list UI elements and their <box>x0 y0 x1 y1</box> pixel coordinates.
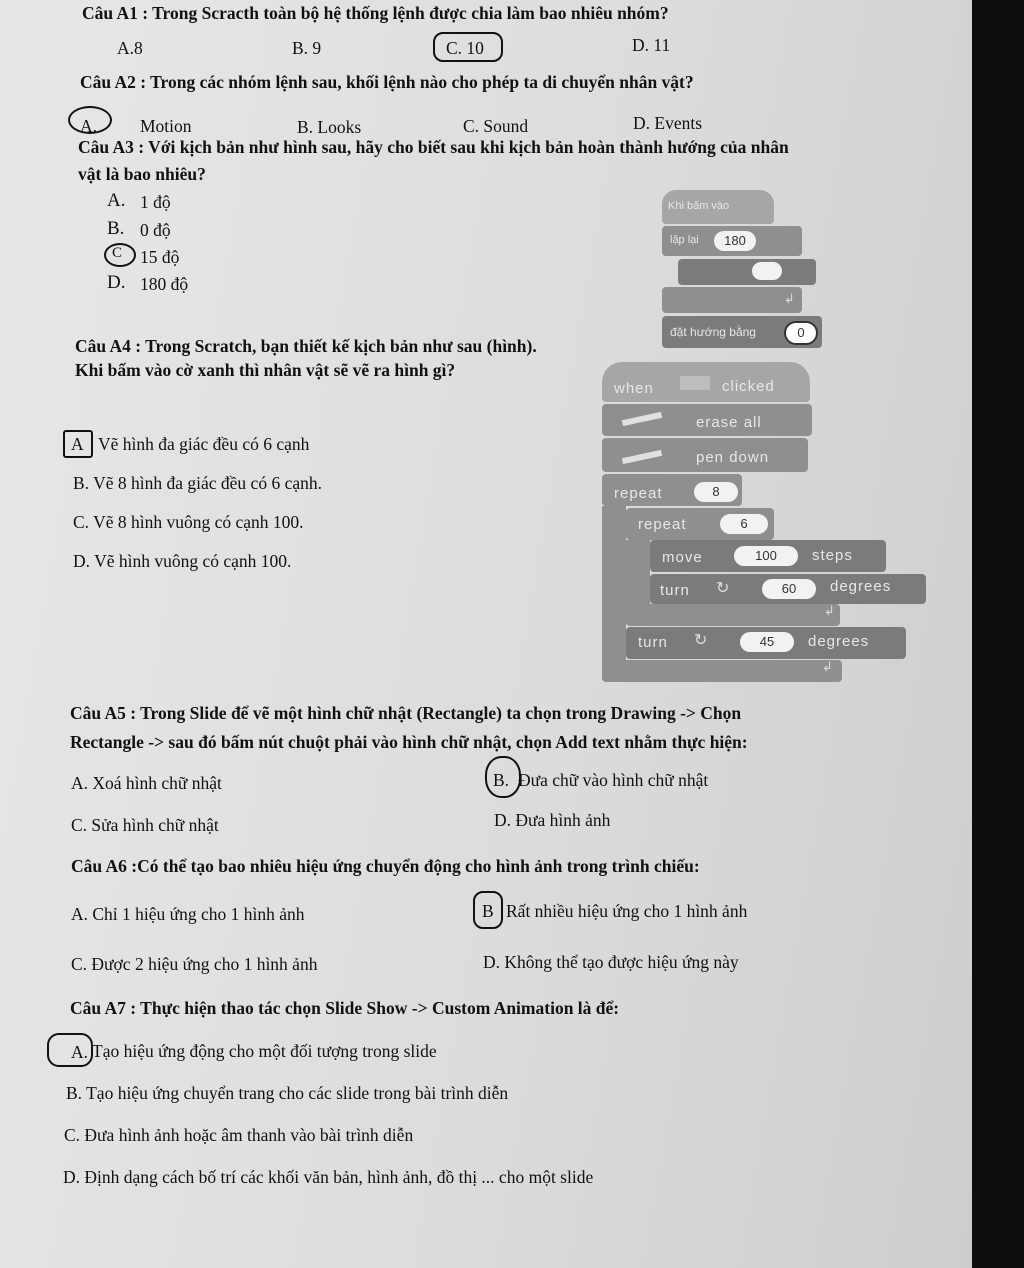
a4-inner-loop-arrow-icon: ↲ <box>824 604 835 619</box>
a1-option-a: A.8 <box>117 38 143 58</box>
a4-outer-loop-arrow-icon: ↲ <box>822 660 833 675</box>
answer-mark-a7 <box>47 1033 93 1067</box>
a3-set-direction-label: đặt hướng bằng <box>670 325 756 339</box>
a3-inner-block <box>678 259 816 285</box>
a4-option-d: D. Vẽ hình vuông có cạnh 100. <box>73 551 292 571</box>
question-a3-line1: Câu A3 : Với kịch bản như hình sau, hãy cho biết sau khi kịch bản hoàn thành hướng của nhân <box>78 137 789 157</box>
a3-repeat-end <box>662 287 802 313</box>
a3-hat-label: Khi bấm vào <box>668 200 730 212</box>
a4-repeat-inner-end <box>626 604 840 626</box>
a5-option-c: C. Sửa hình chữ nhật <box>71 815 219 835</box>
a3-inner-value <box>752 262 782 280</box>
question-a5-line1: Câu A5 : Trong Slide để vẽ một hình chữ nhật (Rectangle) ta chọn trong Drawing -> Chọn <box>70 703 742 723</box>
answer-mark-a3 <box>104 243 136 267</box>
question-a1: Câu A1 : Trong Scracth toàn bộ hệ thống lệnh được chia làm bao nhiêu nhóm? <box>82 3 669 23</box>
a7-option-d: D. Định dạng cách bố trí các khối văn bản, hình ảnh, đồ thị ... cho một slide <box>63 1167 594 1187</box>
a4-steps-label: steps <box>812 547 853 564</box>
a3-option-d: 180 độ <box>140 274 189 294</box>
a4-degrees1-label: degrees <box>830 578 892 595</box>
a3-repeat-label: lặp lại <box>670 234 699 246</box>
a3-option-a: 1 độ <box>140 192 171 212</box>
a4-pen-down-label: pen down <box>696 449 770 466</box>
a4-turn2-label: turn <box>638 634 668 651</box>
a6-option-d: D. Không thể tạo được hiệu ứng này <box>483 952 739 972</box>
a4-turn1-label: turn <box>660 582 690 599</box>
a4-repeat2-label: repeat <box>638 516 687 533</box>
a4-move-steps: 100 <box>734 546 798 566</box>
a4-clicked-label: clicked <box>722 378 775 395</box>
a5-option-b-letter: B. <box>493 770 510 790</box>
a3-option-b-letter: B. <box>107 218 125 239</box>
a4-option-c: C. Vẽ 8 hình vuông có cạnh 100. <box>73 512 304 532</box>
a3-loop-arrow-icon: ↲ <box>784 292 795 307</box>
question-a7: Câu A7 : Thực hiện thao tác chọn Slide Show -> Custom Animation là để: <box>70 998 620 1018</box>
a7-option-b: B. Tạo hiệu ứng chuyển trang cho các slide trong bài trình diễn <box>66 1083 509 1103</box>
answer-mark-a2 <box>68 106 112 134</box>
a5-option-a: A. Xoá hình chữ nhật <box>71 773 222 793</box>
a4-repeat1-label: repeat <box>614 485 663 502</box>
a3-option-b: 0 độ <box>140 220 171 240</box>
a5-option-d: D. Đưa hình ảnh <box>494 810 611 830</box>
a3-repeat-count: 180 <box>714 231 756 251</box>
answer-mark-a5 <box>485 756 521 798</box>
a4-option-a: Vẽ hình đa giác đều có 6 cạnh <box>98 434 310 454</box>
a6-option-b: Rất nhiều hiệu ứng cho 1 hình ảnh <box>506 901 748 921</box>
a4-turn1-arrow-icon: ↻ <box>716 578 730 597</box>
a4-option-b: B. Vẽ 8 hình đa giác đều có 6 cạnh. <box>73 473 322 493</box>
a4-move-label: move <box>662 549 703 566</box>
a3-option-d-letter: D. <box>107 272 126 293</box>
a4-degrees2-label: degrees <box>808 633 870 650</box>
answer-mark-a6 <box>473 891 503 929</box>
a3-option-a-letter: A. <box>107 190 126 211</box>
a1-option-d: D. 11 <box>632 35 671 55</box>
a4-repeat1-count: 8 <box>694 482 738 502</box>
a3-option-c-letter: C <box>112 245 123 261</box>
a3-option-c: 15 độ <box>140 247 180 267</box>
a4-green-flag-icon <box>680 376 710 390</box>
a1-option-b: B. 9 <box>292 38 322 58</box>
a6-option-c: C. Được 2 hiệu ứng cho 1 hình ảnh <box>71 954 318 974</box>
a6-option-a: A. Chỉ 1 hiệu ứng cho 1 hình ảnh <box>71 904 305 924</box>
a4-turn2-arrow-icon: ↻ <box>694 630 708 649</box>
a4-turn1-degrees: 60 <box>762 579 816 599</box>
a1-option-c: C. 10 <box>446 38 484 58</box>
a4-repeat-outer-end <box>602 660 842 682</box>
dark-background-edge <box>972 0 1024 1268</box>
question-a4-line2: Khi bấm vào cờ xanh thì nhân vật sẽ vẽ ra hình gì? <box>75 360 456 380</box>
a7-option-a: Tạo hiệu ứng động cho một đối tượng trong slide <box>92 1041 437 1061</box>
a2-option-b: B. Looks <box>297 117 362 137</box>
a4-erase-all-label: erase all <box>696 414 762 431</box>
a5-option-b: Đưa chữ vào hình chữ nhật <box>518 770 709 790</box>
a2-option-d: D. Events <box>633 113 703 133</box>
a4-repeat2-count: 6 <box>720 514 768 534</box>
a7-option-c: C. Đưa hình ảnh hoặc âm thanh vào bài trình diễn <box>64 1125 414 1145</box>
a3-set-direction-value: 0 <box>784 321 818 345</box>
question-a5-line2: Rectangle -> sau đó bấm nút chuột phải vào hình chữ nhật, chọn Add text nhằm thực hiện: <box>70 732 748 752</box>
question-a2: Câu A2 : Trong các nhóm lệnh sau, khối lệnh nào cho phép ta di chuyển nhân vật? <box>80 72 694 92</box>
a2-option-a: Motion <box>140 116 192 136</box>
a6-option-b-letter: B <box>482 901 494 921</box>
a4-repeat-outer-arm <box>602 506 626 676</box>
answer-mark-a4 <box>63 430 93 458</box>
a4-option-a-letter: A <box>71 434 84 454</box>
question-a3-line2: vật là bao nhiêu? <box>78 164 206 184</box>
answer-mark-a1 <box>433 32 503 62</box>
a2-option-a-letter: A. <box>80 116 98 136</box>
question-a6: Câu A6 :Có thể tạo bao nhiêu hiệu ứng chuyển động cho hình ảnh trong trình chiếu: <box>71 856 700 876</box>
a4-when-label: when <box>614 380 654 397</box>
a7-option-a-letter: A. <box>71 1042 89 1062</box>
a2-option-c: C. Sound <box>463 116 529 136</box>
question-a4-line1: Câu A4 : Trong Scratch, bạn thiết kế kịch bản như sau (hình). <box>75 336 537 356</box>
a4-turn2-degrees: 45 <box>740 632 794 652</box>
